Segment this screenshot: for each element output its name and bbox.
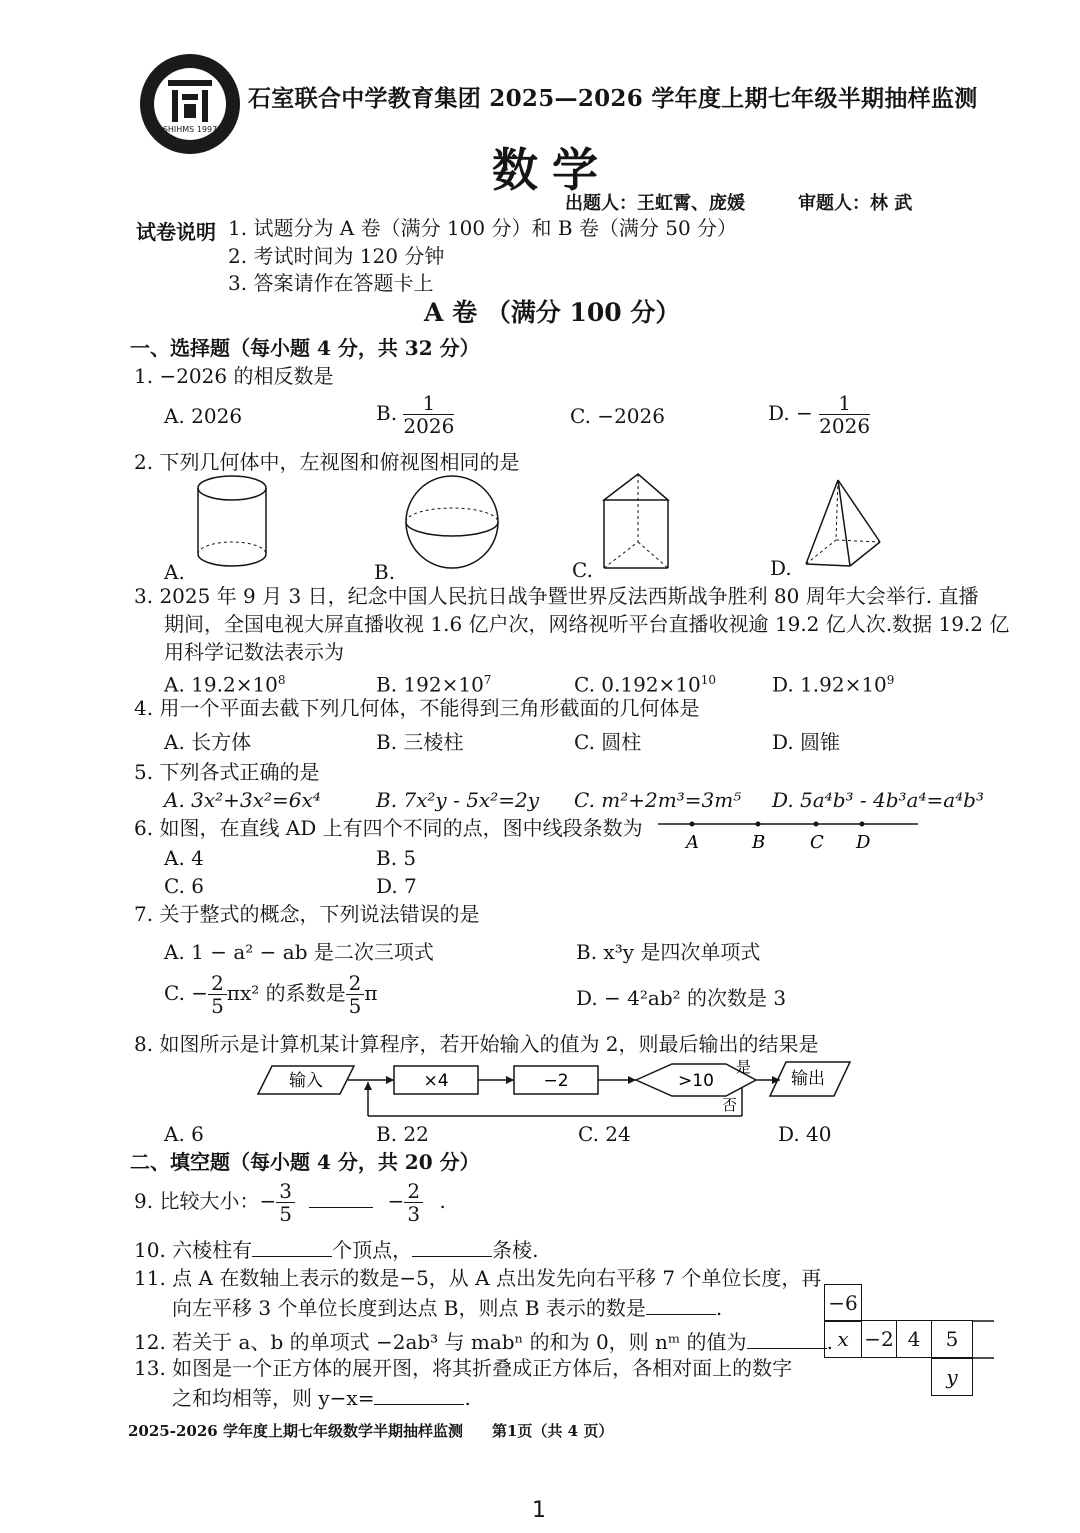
instruction-item: 3. 答案请作在答题卡上 (228, 271, 434, 295)
q8-stem: 8. 如图所示是计算机某计算程序，若开始输入的值为 2，则最后输出的结果是 (134, 1032, 819, 1056)
q3-option-c: C. $0.192\times 10^{10}$ (574, 672, 717, 697)
footer-left: 2025-2026 学年度上期七年级数学半期抽样监测 (128, 1422, 463, 1440)
q4-option-a: A. 长方体 (164, 730, 252, 754)
net-cell: 5 (931, 1320, 973, 1358)
logo-text: SHIHMS 1997 (162, 125, 218, 134)
flow-output-label: 输出 (791, 1069, 825, 1089)
pyramid-figure (800, 476, 890, 576)
q13-line1: 13. 如图是一个正方体的展开图，将其折叠成正方体后，各相对面上的数字 (134, 1356, 793, 1380)
q8-option-d: D. 40 (778, 1122, 832, 1146)
flow-subtract-label: −2 (543, 1071, 569, 1091)
q5-option-c: C. m²+2m³=3m⁵ (574, 788, 742, 812)
q2-stem: 2. 下列几何体中，左视图和俯视图相同的是 (134, 450, 520, 474)
school-logo (138, 52, 242, 156)
q5-option-a: A. 3x²+3x²=6x⁴ (164, 788, 321, 812)
flow-condition-label: >10 (678, 1071, 714, 1091)
part2-title: 二、填空题（每小题 4 分，共 20 分） (130, 1150, 480, 1174)
net-cell: −2 (861, 1320, 897, 1358)
q12: 12. 若关于 a、b 的单项式 −2ab³ 与 mabⁿ 的和为 0，则 nᵐ 的值为 . (134, 1330, 833, 1354)
authors: 出题人：王虹霄、庞媛 (565, 193, 745, 214)
q6-stem: 6. 如图，在直线 AD 上有四个不同的点，图中线段条数为 (134, 816, 643, 840)
q8-option-b: B. 22 (376, 1122, 429, 1146)
q8-option-c: C. 24 (578, 1122, 631, 1146)
part1-title: 一、选择题（每小题 4 分，共 32 分） (130, 336, 480, 360)
section-a-title: A 卷 （满分 100 分） (424, 298, 681, 327)
point-label: B (752, 832, 766, 853)
q4-option-c: C. 圆柱 (574, 730, 642, 754)
exam-title: 石室联合中学教育集团 2025—2026 学年度上期七年级半期抽样监测 (248, 85, 978, 112)
reviewer: 审题人：林 武 (798, 193, 913, 214)
page-number: 1 (532, 1498, 546, 1523)
net-edge (972, 1320, 996, 1364)
q1-option-b: B. $\frac{1}{2026}$ (376, 391, 455, 438)
footer-page: 第1页（共 4 页） (492, 1422, 614, 1440)
q2-label-a: A. (164, 560, 185, 584)
flow-input-label: 输入 (289, 1071, 323, 1091)
q3-option-a: A. $19.2\times 10^8$ (164, 672, 286, 697)
q11-line2: 向左平移 3 个单位长度到达点 B，则点 B 表示的数是 . (172, 1296, 723, 1320)
q7-option-c: C. − $\frac{2}{5}$ πx² 的系数是 $\frac{2}{5}$ π (164, 971, 378, 1018)
q6-option-d: D. 7 (376, 874, 417, 898)
sphere-figure (400, 472, 510, 576)
subject-title: 数学 (492, 143, 612, 197)
q9: 9. 比较大小：− $\frac{3}{5}$ − $\frac{2}{3}$ . (134, 1179, 446, 1226)
q5-option-b: B. 7x²y - 5x²=2y (376, 788, 540, 812)
q6-option-c: C. 6 (164, 874, 205, 898)
point-label: C (810, 832, 824, 853)
net-cell-top: −6 (824, 1284, 862, 1322)
instruction-item: 2. 考试时间为 120 分钟 (228, 244, 445, 268)
q2-label-b: B. (374, 560, 396, 584)
q6-option-b: B. 5 (376, 846, 417, 870)
q4-option-b: B. 三棱柱 (376, 730, 464, 754)
q11-line1: 11. 点 A 在数轴上表示的数是−5，从 A 点出发先向右平移 7 个单位长度，再 (134, 1266, 822, 1290)
q3-line: 期间，全国电视大屏直播收视 1.6 亿户次，网络视听平台直播收视逾 19.2 亿人次.数据 19.2 亿 (164, 612, 1010, 636)
q6-option-a: A. 4 (164, 846, 204, 870)
q4-option-d: D. 圆锥 (772, 730, 841, 754)
q3-line: 用科学记数法表示为 (164, 640, 344, 664)
q2-label-d: D. (770, 556, 792, 580)
q3-option-d: D. $1.92\times 10^9$ (772, 672, 895, 697)
q10: 10. 六棱柱有 个顶点， 条棱. (134, 1238, 539, 1262)
prism-figure (598, 470, 678, 578)
net-cell-x: x (824, 1320, 862, 1358)
point-label: A (686, 832, 699, 853)
q1-option-a: A. 2026 (164, 404, 243, 428)
point-label: D (856, 832, 871, 853)
net-cell: 4 (896, 1320, 932, 1358)
q7-stem: 7. 关于整式的概念，下列说法错误的是 (134, 902, 480, 926)
flow-yes-label: 是 (736, 1058, 752, 1076)
line-ad-figure (658, 812, 922, 860)
instructions-label: 试卷说明 (136, 220, 216, 244)
q1-option-d: D. − $\frac{1}{2026}$ (768, 391, 871, 438)
q5-option-d: D. 5a⁴b³ - 4b³a⁴=a⁴b³ (772, 788, 985, 812)
flow-multiply-label: ×4 (423, 1071, 449, 1091)
q7-option-b: B. x³y 是四次单项式 (576, 940, 761, 964)
q1-option-c: C. −2026 (570, 404, 665, 428)
q3-line: 3. 2025 年 9 月 3 日，纪念中国人民抗日战争暨世界反法西斯战争胜利 80 周年大会举行. 直播 (134, 584, 979, 608)
q2-label-c: C. (572, 558, 593, 582)
q5-stem: 5. 下列各式正确的是 (134, 760, 320, 784)
q7-option-d: D. − 4²ab² 的次数是 3 (576, 986, 787, 1010)
flow-no-label: 否 (722, 1096, 738, 1114)
q8-option-a: A. 6 (164, 1122, 204, 1146)
flowchart (256, 1054, 856, 1124)
q1-stem: 1. −2026 的相反数是 (134, 364, 334, 388)
instruction-item: 1. 试题分为 A 卷（满分 100 分）和 B 卷（满分 50 分） (228, 216, 738, 240)
q3-option-b: B. $192\times 10^7$ (376, 672, 492, 697)
cylinder-figure (190, 472, 280, 576)
q7-option-a: A. 1 − a² − ab 是二次三项式 (164, 940, 434, 964)
q13-line2: 之和均相等，则 y−x= . (172, 1386, 471, 1410)
net-cell-y: y (931, 1358, 973, 1396)
q4-stem: 4. 用一个平面去截下列几何体，不能得到三角形截面的几何体是 (134, 696, 700, 720)
